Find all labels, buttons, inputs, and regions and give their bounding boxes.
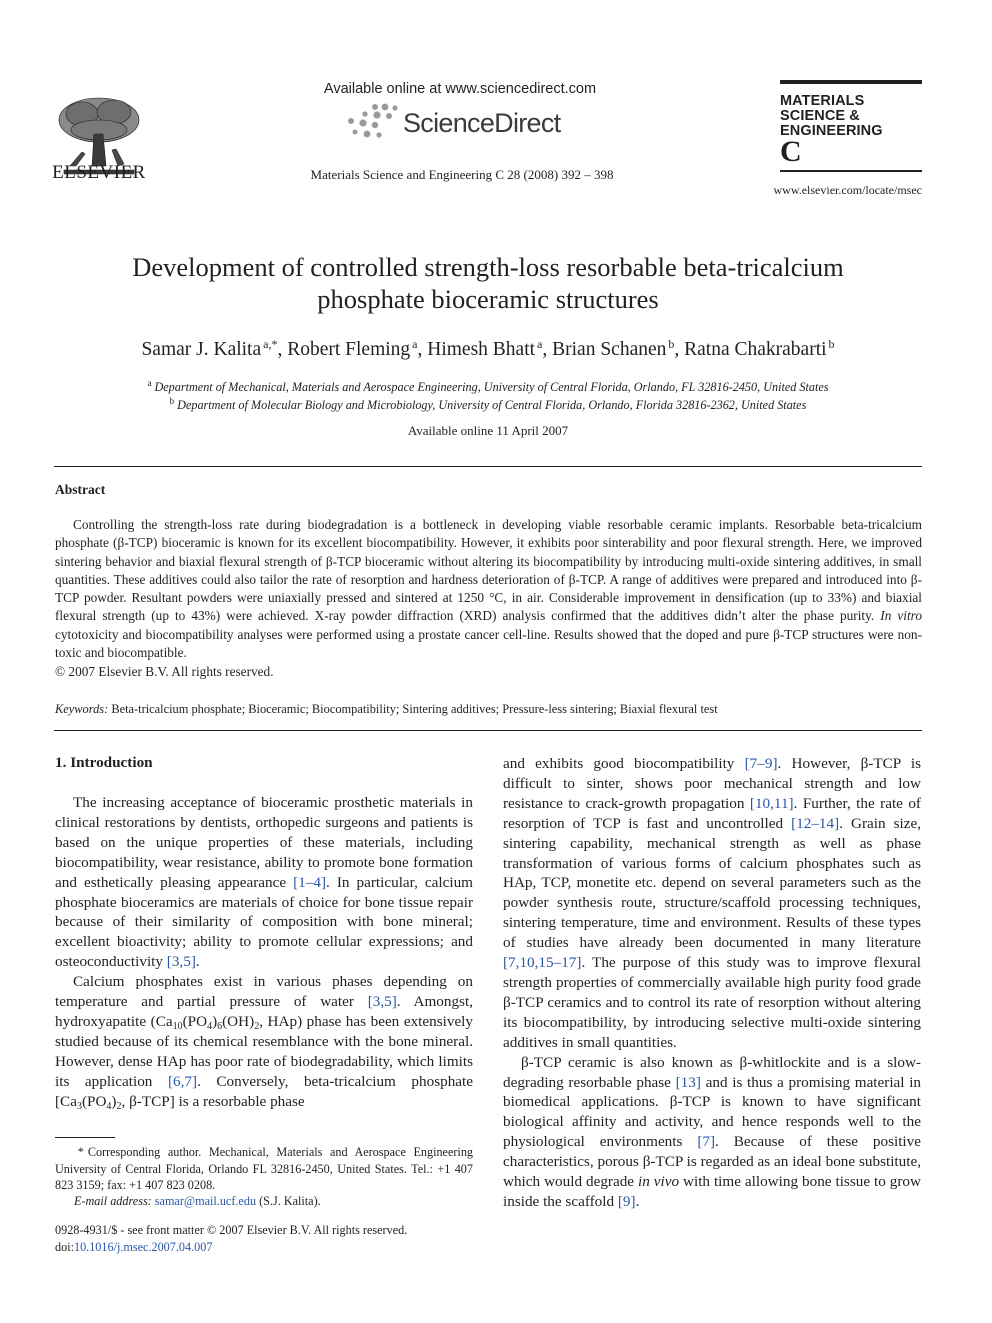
text-run: . In particular, calcium phosphate bioceramics are materials of choice for bone tissue repair because of their similarity of composition with bone mineral; excellent bioactivity; ability to promote cellular expressions; and osteoconductivity — [55, 873, 473, 971]
sciencedirect-wordmark: ScienceDirect — [403, 108, 561, 138]
abstract-text: Controlling the strength-loss rate during biodegradation is a bottleneck in developing viable resorbable ceramic implants. Resorbable beta-tricalcium phosphate (β-TCP) bioceramic is known for its excellent biocompatibility. However, it exhibits poor sinterability and poor flexural strength. Here, we improved sintering behavior and biaxial flexural strength of β-TCP bioceramic without altering its biocompatibility by introducing multi-oxide sintering additives, in small quantities. These additives could also tailor the rate of resorption and hardness deterioration of β-TCP. A range of additives were prepared and introduced into β-TCP powder. Resultant powders were uniaxially pressed and sintered at 1250 °C, in air. Considerable improvement in densification (up to 33%) and biaxial flexural strength (up to 43%) were achieved. X-ray powder diffraction (XRD) analysis confirmed that the additives didn’t alter the phase purity. — [55, 517, 922, 624]
author-separator: , — [674, 339, 685, 360]
author-affiliation-mark[interactable]: a — [537, 337, 543, 351]
citation-link[interactable]: [12–14] — [791, 814, 840, 832]
journal-citation: Materials Science and Engineering C 28 (2008) 392 – 398 — [310, 167, 614, 182]
text-run: and exhibits good biocompatibility — [503, 755, 745, 772]
title-line: Development of controlled strength-loss resorbable beta-tricalcium — [132, 252, 844, 282]
author-affiliation-mark[interactable]: b — [668, 337, 675, 351]
divider — [54, 466, 922, 467]
author-separator: , — [277, 339, 288, 360]
text-run: (OH) — [222, 1012, 255, 1030]
text-run: . However, β-TCP is difficult to sinter, shows poor mechanical strength and low resistance to crack-growth propagation — [503, 755, 921, 812]
author-affiliation-mark[interactable]: a — [412, 337, 418, 351]
keywords-list: Beta-tricalcium phosphate; Bioceramic; Biocompatibility; Sintering additives; Pressure-less sintering; Biaxial flexural test — [108, 702, 718, 716]
doi-label: doi: — [55, 1240, 74, 1254]
text-run: , HAp) phase has been extensively studied because of its chemical resemblance with the bone mineral. However, dense HAp has poor rate of biodegradability, which limits its application — [55, 1012, 473, 1090]
text-run: . — [635, 1192, 640, 1210]
text-run: and is thus a promising material in biomedical applications. β-TCP is known to have significant biological affinity and activity, and hence responds well to the physiological environments — [503, 1073, 922, 1151]
author-list — [54, 337, 922, 361]
abstract-italic: In vitro — [880, 608, 923, 624]
paper-title — [54, 251, 922, 315]
journal-logo — [780, 80, 922, 172]
author-separator: , — [417, 339, 428, 360]
subscript: 2 — [254, 1020, 260, 1032]
affiliation-mark: b — [169, 396, 175, 406]
section-heading: 1. Introduction — [55, 754, 153, 771]
author-name[interactable]: Samar J. Kalita — [141, 339, 262, 360]
affiliation-b — [54, 396, 922, 413]
journal-logo-line: ENGINEERING — [780, 123, 883, 139]
journal-logo-line: SCIENCE & — [780, 108, 860, 124]
journal-logo-rule — [780, 170, 922, 172]
citation-link[interactable]: [3,5] — [166, 953, 196, 971]
text-run: The increasing acceptance of bioceramic prosthetic materials in clinical restorations by dentists, orthopedic surgeons and patients is based on the unique properties of these materials, including biocompatibility, wear resistance, ability to promote bone formation and esthetically pleasing appearance — [55, 794, 473, 891]
text-run: . The purpose of this study was to improve flexural strength properties of commercially available high purity food grade β-TCP ceramics and to control its rate of resorption without altering its biocompatibility, by introducing selective multi-oxide sintering additives in small quantities. — [503, 954, 921, 1051]
text-run: . Grain size, sintering capability, mechanical strength as well as phase transformation of various forms of calcium phosphates such as HAp, TCP, monetite etc. depend on several parameters such as the powder synthesis route, structure/scaffold processing techniques, sintering temperature, time and environment. Results of these types of studies have already been documented in many literature — [503, 814, 921, 952]
author-affiliation-mark[interactable]: b — [828, 337, 835, 351]
footnote-mark: * — [77, 1145, 84, 1159]
abstract-copyright: © 2007 Elsevier B.V. All rights reserved. — [55, 664, 274, 679]
text-run: β-TCP ceramic is also known as β-whitlockite and is a slow-degrading resorbable phase — [503, 1053, 921, 1091]
citation-link[interactable]: [10,11] — [749, 794, 794, 812]
citation-link[interactable]: [7–9] — [744, 755, 778, 772]
keywords — [55, 702, 922, 717]
subscript: 4 — [106, 1100, 112, 1112]
text-run: . Further, the rate of resorption of TCP is fast and uncontrolled — [503, 794, 921, 832]
divider — [54, 730, 922, 731]
citation-link[interactable]: [13] — [675, 1073, 701, 1091]
text-run: ) — [212, 1012, 218, 1030]
subscript: 3 — [76, 1100, 82, 1112]
text-run: ) — [111, 1092, 117, 1110]
journal-logo-rule — [780, 80, 922, 84]
paragraph — [503, 754, 921, 1053]
doi-line — [55, 1240, 212, 1255]
abstract-heading: Abstract — [55, 482, 106, 497]
text-run: . Conversely, beta-tricalcium phosphate [Ca — [55, 1072, 474, 1110]
text-run: , β-TCP] is a resorbable phase — [121, 1092, 305, 1110]
available-online-date: Available online 11 April 2007 — [407, 423, 569, 438]
citation-link[interactable]: [3,5] — [367, 993, 397, 1011]
journal-logo-line: MATERIALS — [780, 93, 865, 109]
text-run: (PO — [81, 1092, 107, 1110]
abstract-body — [55, 516, 922, 662]
text-run: Calcium phosphates exist in various phases depending on temperature and partial pressure of water — [55, 973, 473, 1011]
text-run: with time allowing bone tissue to grow inside the scaffold — [503, 1173, 921, 1210]
subscript: 10 — [172, 1020, 183, 1032]
citation-link[interactable]: [6,7] — [167, 1072, 198, 1090]
footnote-rule — [55, 1137, 115, 1138]
citation-link[interactable]: [9] — [617, 1192, 636, 1210]
keywords-label: Keywords: — [55, 702, 109, 716]
text-run: (PO — [182, 1012, 208, 1030]
text-run: . Amongst, hydroxyapatite (Ca — [55, 993, 473, 1030]
affiliation-text: Department of Mechanical, Materials and Aerospace Engineering, University of Central Florida, Orlando, FL 32816-2450, United States — [154, 380, 829, 394]
right-column — [503, 754, 921, 1212]
email-line — [74, 1194, 321, 1209]
author-separator: , — [542, 339, 553, 360]
citation-link[interactable]: [1–4] — [293, 873, 327, 891]
author-affiliation-mark[interactable]: a,* — [263, 337, 278, 351]
author-name[interactable]: Himesh Bhatt — [427, 339, 536, 360]
title-line: phosphate bioceramic structures — [317, 284, 659, 314]
sciencedirect-dots-icon — [345, 103, 403, 141]
email-link[interactable]: samar@mail.ucf.edu — [154, 1194, 257, 1208]
affiliation-text: Department of Molecular Biology and Microbiology, University of Central Florida, Orlando, Florida 32816-2362, United States — [177, 398, 807, 412]
available-online-notice[interactable]: Available online at www.sciencedirect.com — [323, 81, 597, 97]
author-name[interactable]: Brian Schanen — [552, 339, 667, 360]
subscript: 2 — [116, 1100, 122, 1112]
text-run: . Because of these positive characteristics, porous β-TCP is regarded as an ideal bone substitute, which would degrade — [503, 1133, 921, 1191]
email-label: E-mail address: — [74, 1194, 152, 1208]
paragraph — [503, 1053, 921, 1212]
paragraph — [55, 972, 473, 1111]
journal-url-link[interactable]: www.elsevier.com/locate/msec — [773, 183, 922, 197]
paragraph — [55, 793, 473, 972]
email-tail: (S.J. Kalita). — [256, 1194, 321, 1208]
corresponding-author-footnote — [55, 1144, 473, 1194]
italic-run: in vivo — [638, 1173, 680, 1191]
affiliation-a — [54, 378, 922, 395]
subscript: 6 — [217, 1020, 223, 1032]
author-name[interactable]: Ratna Chakrabarti — [684, 339, 827, 360]
publisher-name: ELSEVIER — [52, 162, 146, 183]
issn-line: 0928-4931/$ - see front matter © 2007 Elsevier B.V. All rights reserved. — [55, 1223, 408, 1237]
abstract-text: cytotoxicity and biocompatibility analyses were performed using a prostate cancer cell-line. Results showed that the doped and pure β-TCP structures were non-toxic and biocompatible. — [55, 626, 922, 661]
citation-link[interactable]: [7,10,15–17] — [503, 954, 582, 972]
text-run: . — [195, 953, 200, 971]
author-name[interactable]: Robert Fleming — [287, 339, 411, 360]
journal-logo-letter: C — [780, 135, 802, 168]
footnote-text: Corresponding author. Mechanical, Materials and Aerospace Engineering University of Central Florida, Orlando FL 32816-2450, United States. Tel.: +1 407 823 3159; fax: +1 407 823 0208. — [55, 1145, 474, 1192]
affiliation-mark: a — [147, 378, 152, 388]
citation-link[interactable]: [7] — [697, 1133, 716, 1151]
doi-link[interactable]: 10.1016/j.msec.2007.04.007 — [73, 1240, 213, 1254]
subscript: 4 — [207, 1020, 213, 1032]
left-column — [55, 793, 473, 1112]
